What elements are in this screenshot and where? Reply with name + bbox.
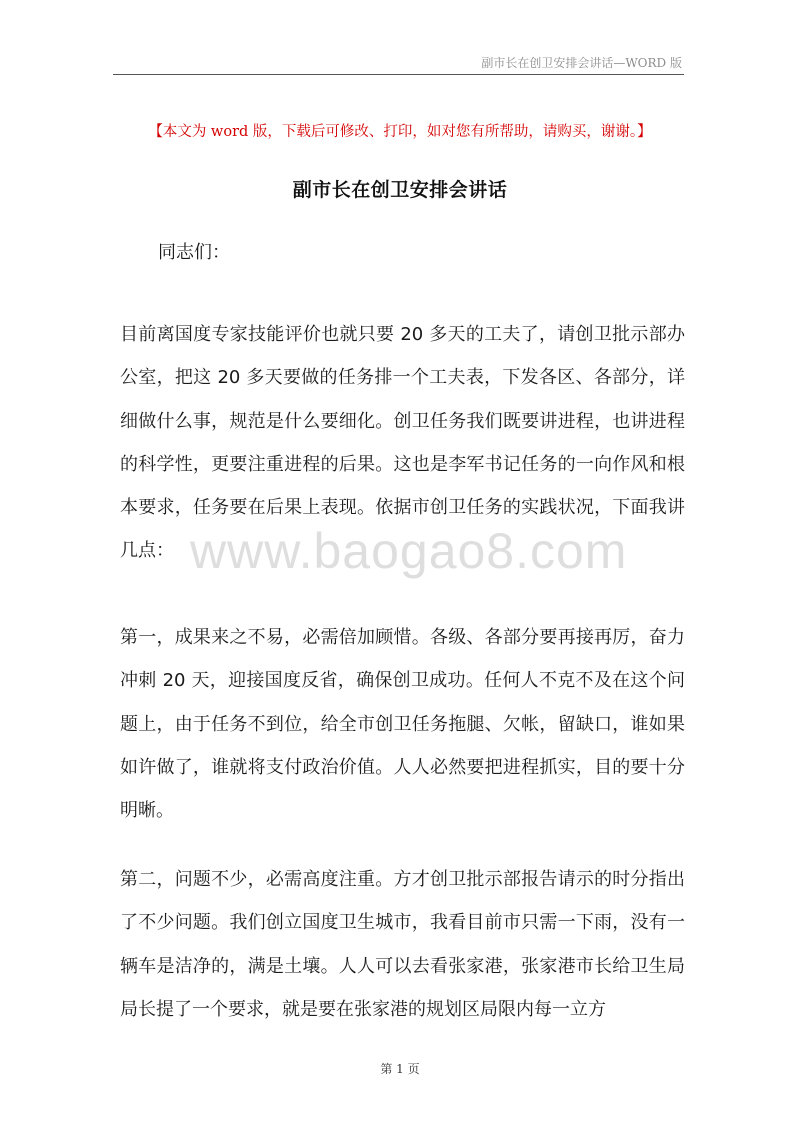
page-header xyxy=(113,52,684,75)
page-number: 第 1 页 xyxy=(380,1062,420,1076)
document-title: 副市长在创卫安排会讲话 xyxy=(292,179,508,201)
salutation: 同志们： xyxy=(158,242,230,263)
paragraph-2: 第一，成果来之不易，必需倍加顾惜。各级、各部分要再接再厉，奋力冲刺 20 天，迎接国度反省，确保创卫成功。任何人不克不及在这个问题上，由于任务不到位，给全市创卫任务拖腿、欠帐，留缺口，谁如果如许做了，谁就将支付政治价值。人人必然要把进程抓实，目的要十分明晰。 xyxy=(120,627,685,822)
paragraph-1: 目前离国度专家技能评价也就只要 20 多天的工夫了，请创卫批示部办公室，把这 20 多天要做的任务排一个工夫表，下发各区、各部分，详细做什么事，规范是什么要细化。创卫任务我们既要讲进程，也讲进程的科学性，更要注重进程的后果。这也是李军书记任务的一向作风和根本要求，任务要在后果上表现。依据市创卫任务的实践状况，下面我讲几点： xyxy=(120,324,685,562)
watermark: www.baogao8.com xyxy=(190,523,628,579)
header-title: 副市长在创卫安排会讲话—WORD 版 xyxy=(481,56,682,70)
purchase-notice: 【本文为 word 版，下载后可修改、打印，如对您有所帮助，请购买，谢谢。】 xyxy=(148,124,652,140)
paragraph-3: 第二，问题不少，必需高度注重。方才创卫批示部报告请示的时分指出了不少问题。我们创立国度卫生城市，我看目前市只需一下雨，没有一辆车是洁净的，满是土壤。人人可以去看张家港，张家港市长给卫生局局长提了一个要求，就是要在张家港的规划区局限内每一立方 xyxy=(120,869,685,1020)
